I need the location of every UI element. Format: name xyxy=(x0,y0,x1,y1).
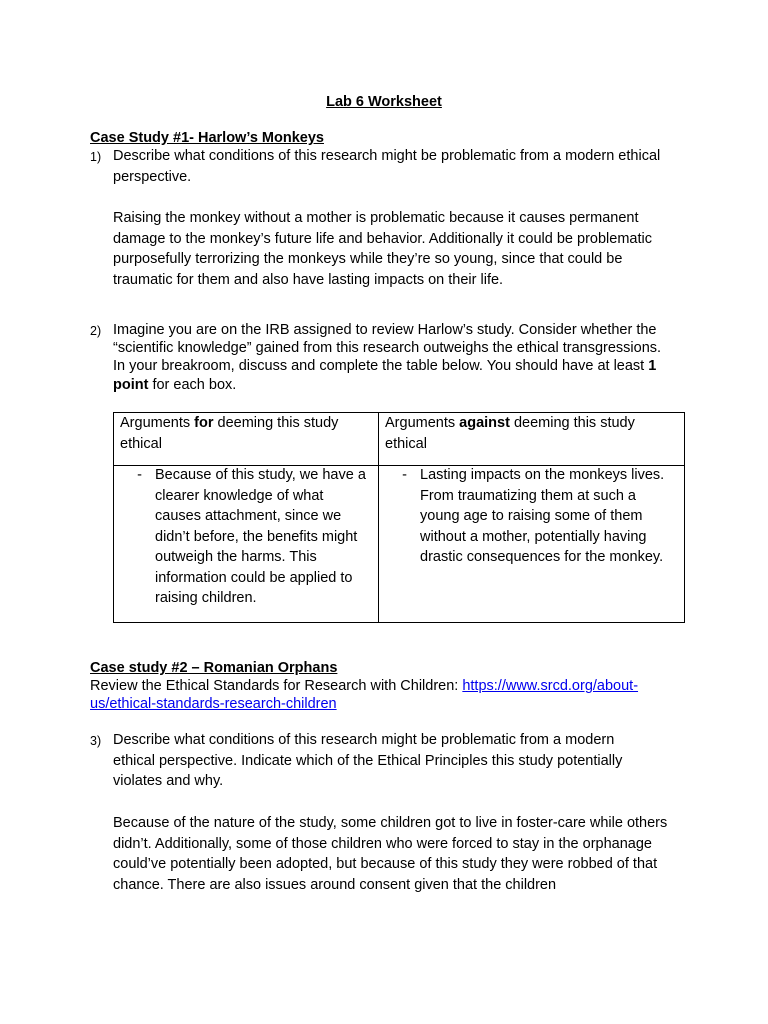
question-2-text-b: for each box. xyxy=(148,376,237,393)
answer-1-text: Raising the monkey without a mother is problematic because it causes permanent damage to the monkey’s future life and behavior. Additionally it could be problematic purposefully terrorizing the monkeys while they’re so young, since that could be traumatic for them and also have lasting impacts on their life. xyxy=(113,210,652,288)
against-header-cell xyxy=(379,413,685,466)
review-prefix: Review the Ethical Standards for Research with Children: xyxy=(90,678,463,694)
against-header-bold: against xyxy=(459,415,510,431)
review-standards-text xyxy=(90,677,670,713)
for-header-bold: for xyxy=(194,415,214,431)
for-header-post: deeming this study ethical xyxy=(120,415,339,452)
against-argument-cell xyxy=(379,466,685,623)
srcd-link[interactable]: https://www.srcd.org/about- xyxy=(462,678,639,694)
question-1-text: Describe what conditions of this research might be problematic from a modern ethical perspective. xyxy=(113,148,661,185)
for-argument-text: Because of this study, we have a clearer knowledge of what causes attachment, since we didn’t before, the benefits might outweigh the harms. This information could be applied to raising children. xyxy=(155,467,366,606)
question-2-text-bold: 1 point xyxy=(113,358,657,393)
for-argument-cell xyxy=(114,466,379,623)
against-header-post: deeming this study ethical xyxy=(385,415,635,452)
bullet-dash: - xyxy=(402,467,407,483)
against-argument-item xyxy=(385,465,678,568)
question-3-number: 3) xyxy=(90,734,102,748)
for-header-cell xyxy=(114,413,379,466)
srcd-link-continued[interactable]: us/ethical-standards-research-children xyxy=(90,696,337,712)
question-1-number: 1) xyxy=(90,150,102,164)
against-header-pre: Arguments xyxy=(385,415,460,431)
against-argument-text: Lasting impacts on the monkeys lives. From traumatizing them at such a young age to raising some of them without a mother, potentially having drastic consequences for the monkey. xyxy=(420,467,665,565)
for-header-pre: Arguments xyxy=(120,415,195,431)
bullet-dash: - xyxy=(137,467,142,483)
case-study-1-heading: Case Study #1- Harlow’s Monkeys xyxy=(90,130,324,146)
for-argument-item xyxy=(120,465,372,609)
arguments-table xyxy=(113,412,685,623)
case-study-2-heading: Case study #2 – Romanian Orphans xyxy=(90,660,338,676)
question-2-number: 2) xyxy=(90,324,102,338)
question-3-text: Describe what conditions of this research might be problematic from a modern ethical perspective. Indicate which of the Ethical Principles this study potentially violates and why. xyxy=(113,732,623,789)
answer-3-text: Because of the nature of the study, some children got to live in foster-care while others didn’t. Additionally, some of those children who were forced to stay in the orphanage could’ve potentially been adopted, but because of this study they were robbed of that chance. There are also issues around consent given that the children xyxy=(113,815,668,893)
page-title: Lab 6 Worksheet xyxy=(326,94,442,110)
question-2-text xyxy=(113,321,669,394)
question-2-text-a: Imagine you are on the IRB assigned to review Harlow’s study. Consider whether the “scientific knowledge” gained from this research outweighs the ethical transgressions. In your breakroom, discuss and complete the table below. You should have at least xyxy=(113,322,662,375)
